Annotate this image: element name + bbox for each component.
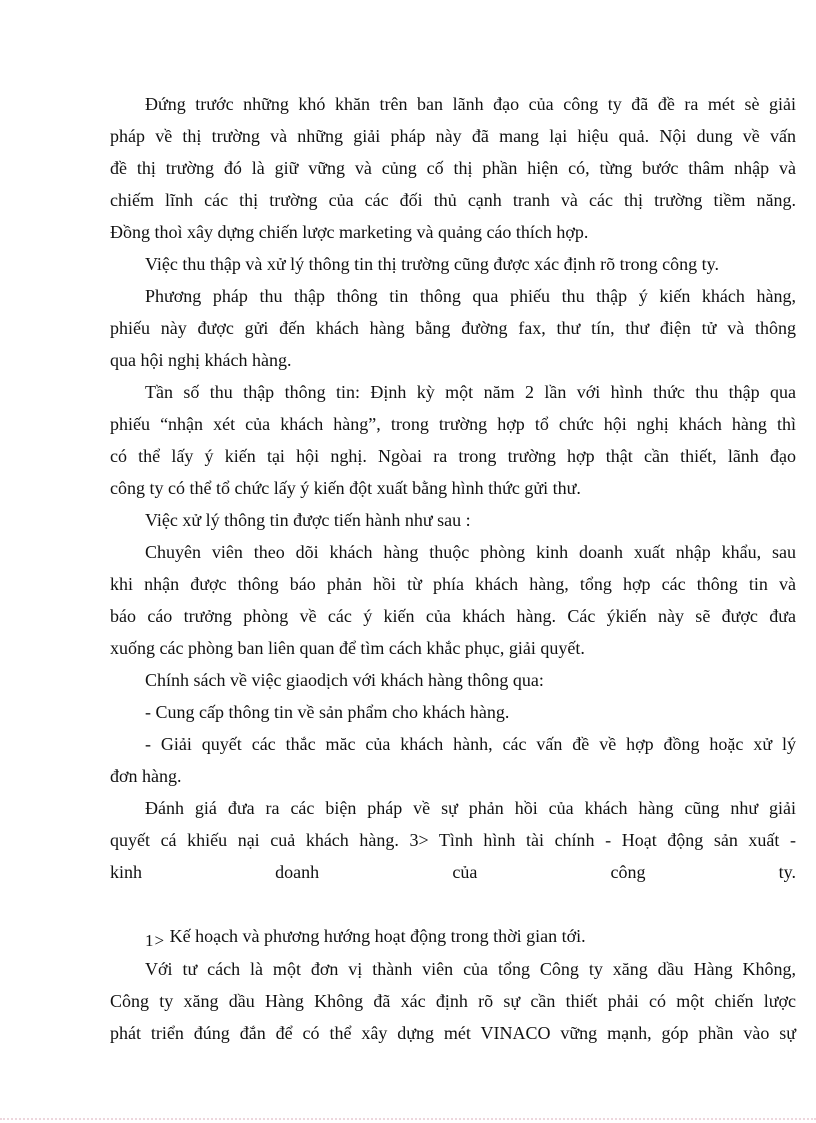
- text-line: báo cáo trưởng phòng về các ý kiến của khách hàng. Các ýkiến này sẽ được đưa: [110, 606, 796, 626]
- text-line: xuống các phòng ban liên quan để tìm cách khắc phục, giải quyết.: [110, 638, 585, 658]
- text-line: Việc thu thập và xử lý thông tin thị trường cũng được xác định rõ trong công ty.: [145, 254, 719, 274]
- text-line: Đứng trước những khó khăn trên ban lãnh đạo của công ty đã đề ra mét sè giải: [145, 94, 796, 114]
- text-line: Đồng thoì xây dựng chiến lược marketing và quảng cáo thích hợp.: [110, 222, 589, 242]
- paragraph: [110, 248, 796, 280]
- text-line: quyết cá khiếu nại cuả khách hàng. 3> Tình hình tài chính - Hoạt động sản xuất -: [110, 830, 796, 850]
- text-line: khi nhận được thông báo phản hồi từ phía khách hàng, tổng hợp các thông tin và: [110, 574, 796, 594]
- text-line: - Cung cấp thông tin về sản phẩm cho khách hàng.: [145, 702, 510, 722]
- list-marker: 1>: [145, 931, 166, 950]
- text-line: đề thị trường đó là giữ vững và củng cố thị phần hiện có, từng bước thâm nhập và: [110, 158, 796, 178]
- text-span: Kế hoạch và phương hướng hoạt động trong thời gian tới.: [169, 926, 586, 946]
- text-line: có thể lấy ý kiến tại hội nghị. Ngòai ra trong trường hợp thật cần thiết, lãnh đạo: [110, 446, 796, 466]
- text-line: Chính sách về việc giaodịch với khách hàng thông qua:: [145, 670, 544, 690]
- text-line: phiếu này được gửi đến khách hàng bằng đường fax, thư tín, thư điện tử và thông: [110, 318, 796, 338]
- paragraph: [110, 792, 796, 888]
- text-line: Đánh giá đưa ra các biện pháp về sự phản hồi của khách hàng cũng như giải: [145, 798, 796, 818]
- paragraph: [110, 536, 796, 664]
- text-line: đơn hàng.: [110, 766, 182, 786]
- text-line: phát triển đúng đắn để có thể xây dựng mét VINACO vững mạnh, góp phần vào sự: [110, 1023, 796, 1043]
- text-line: chiếm lĩnh các thị trường của các đối thủ cạnh tranh và các thị trường tiềm năng.: [110, 190, 796, 210]
- paragraph: [110, 696, 796, 728]
- text-line: Phương pháp thu thập thông tin thông qua phiếu thu thập ý kiến khách hàng,: [145, 286, 796, 306]
- text-line: Chuyên viên theo dõi khách hàng thuộc phòng kinh doanh xuất nhập khẩu, sau: [145, 542, 796, 562]
- text-line: pháp về thị trường và những giải pháp này đã mang lại hiệu quả. Nội dung về vấn: [110, 126, 796, 146]
- text-line: kinh doanh của công ty.: [110, 862, 796, 882]
- text-line: Tần số thu thập thông tin: Định kỳ một năm 2 lần với hình thức thu thập qua: [145, 382, 796, 402]
- paragraph: [110, 88, 796, 248]
- text-line: qua hội nghị khách hàng.: [110, 350, 292, 370]
- page-boundary-dotted-line: [0, 1118, 816, 1120]
- text-line: Công ty xăng dầu Hàng Không đã xác định rõ sự cần thiết phải có một chiến lược: [110, 991, 796, 1011]
- text-line: công ty có thể tổ chức lấy ý kiến đột xuất bằng hình thức gửi thư.: [110, 478, 581, 498]
- paragraph: [110, 376, 796, 504]
- text-line: - Giải quyết các thắc măc của khách hành, các vấn đề về hợp đồng hoặc xử lý: [145, 734, 796, 754]
- paragraph: [110, 280, 796, 376]
- paragraph: [110, 664, 796, 696]
- paragraph: [110, 504, 796, 536]
- text-line: phiếu “nhận xét của khách hàng”, trong trường hợp tổ chức hội nghị khách hàng thì: [110, 414, 796, 434]
- text-line: Với tư cách là một đơn vị thành viên của tổng Công ty xăng dầu Hàng Không,: [145, 959, 796, 979]
- paragraph: [110, 728, 796, 792]
- paragraph: [110, 920, 796, 953]
- text-line: Việc xử lý thông tin được tiến hành như sau :: [145, 510, 471, 530]
- paragraph: [110, 953, 796, 1049]
- text-body: [110, 88, 796, 1049]
- text-line: [110, 920, 796, 953]
